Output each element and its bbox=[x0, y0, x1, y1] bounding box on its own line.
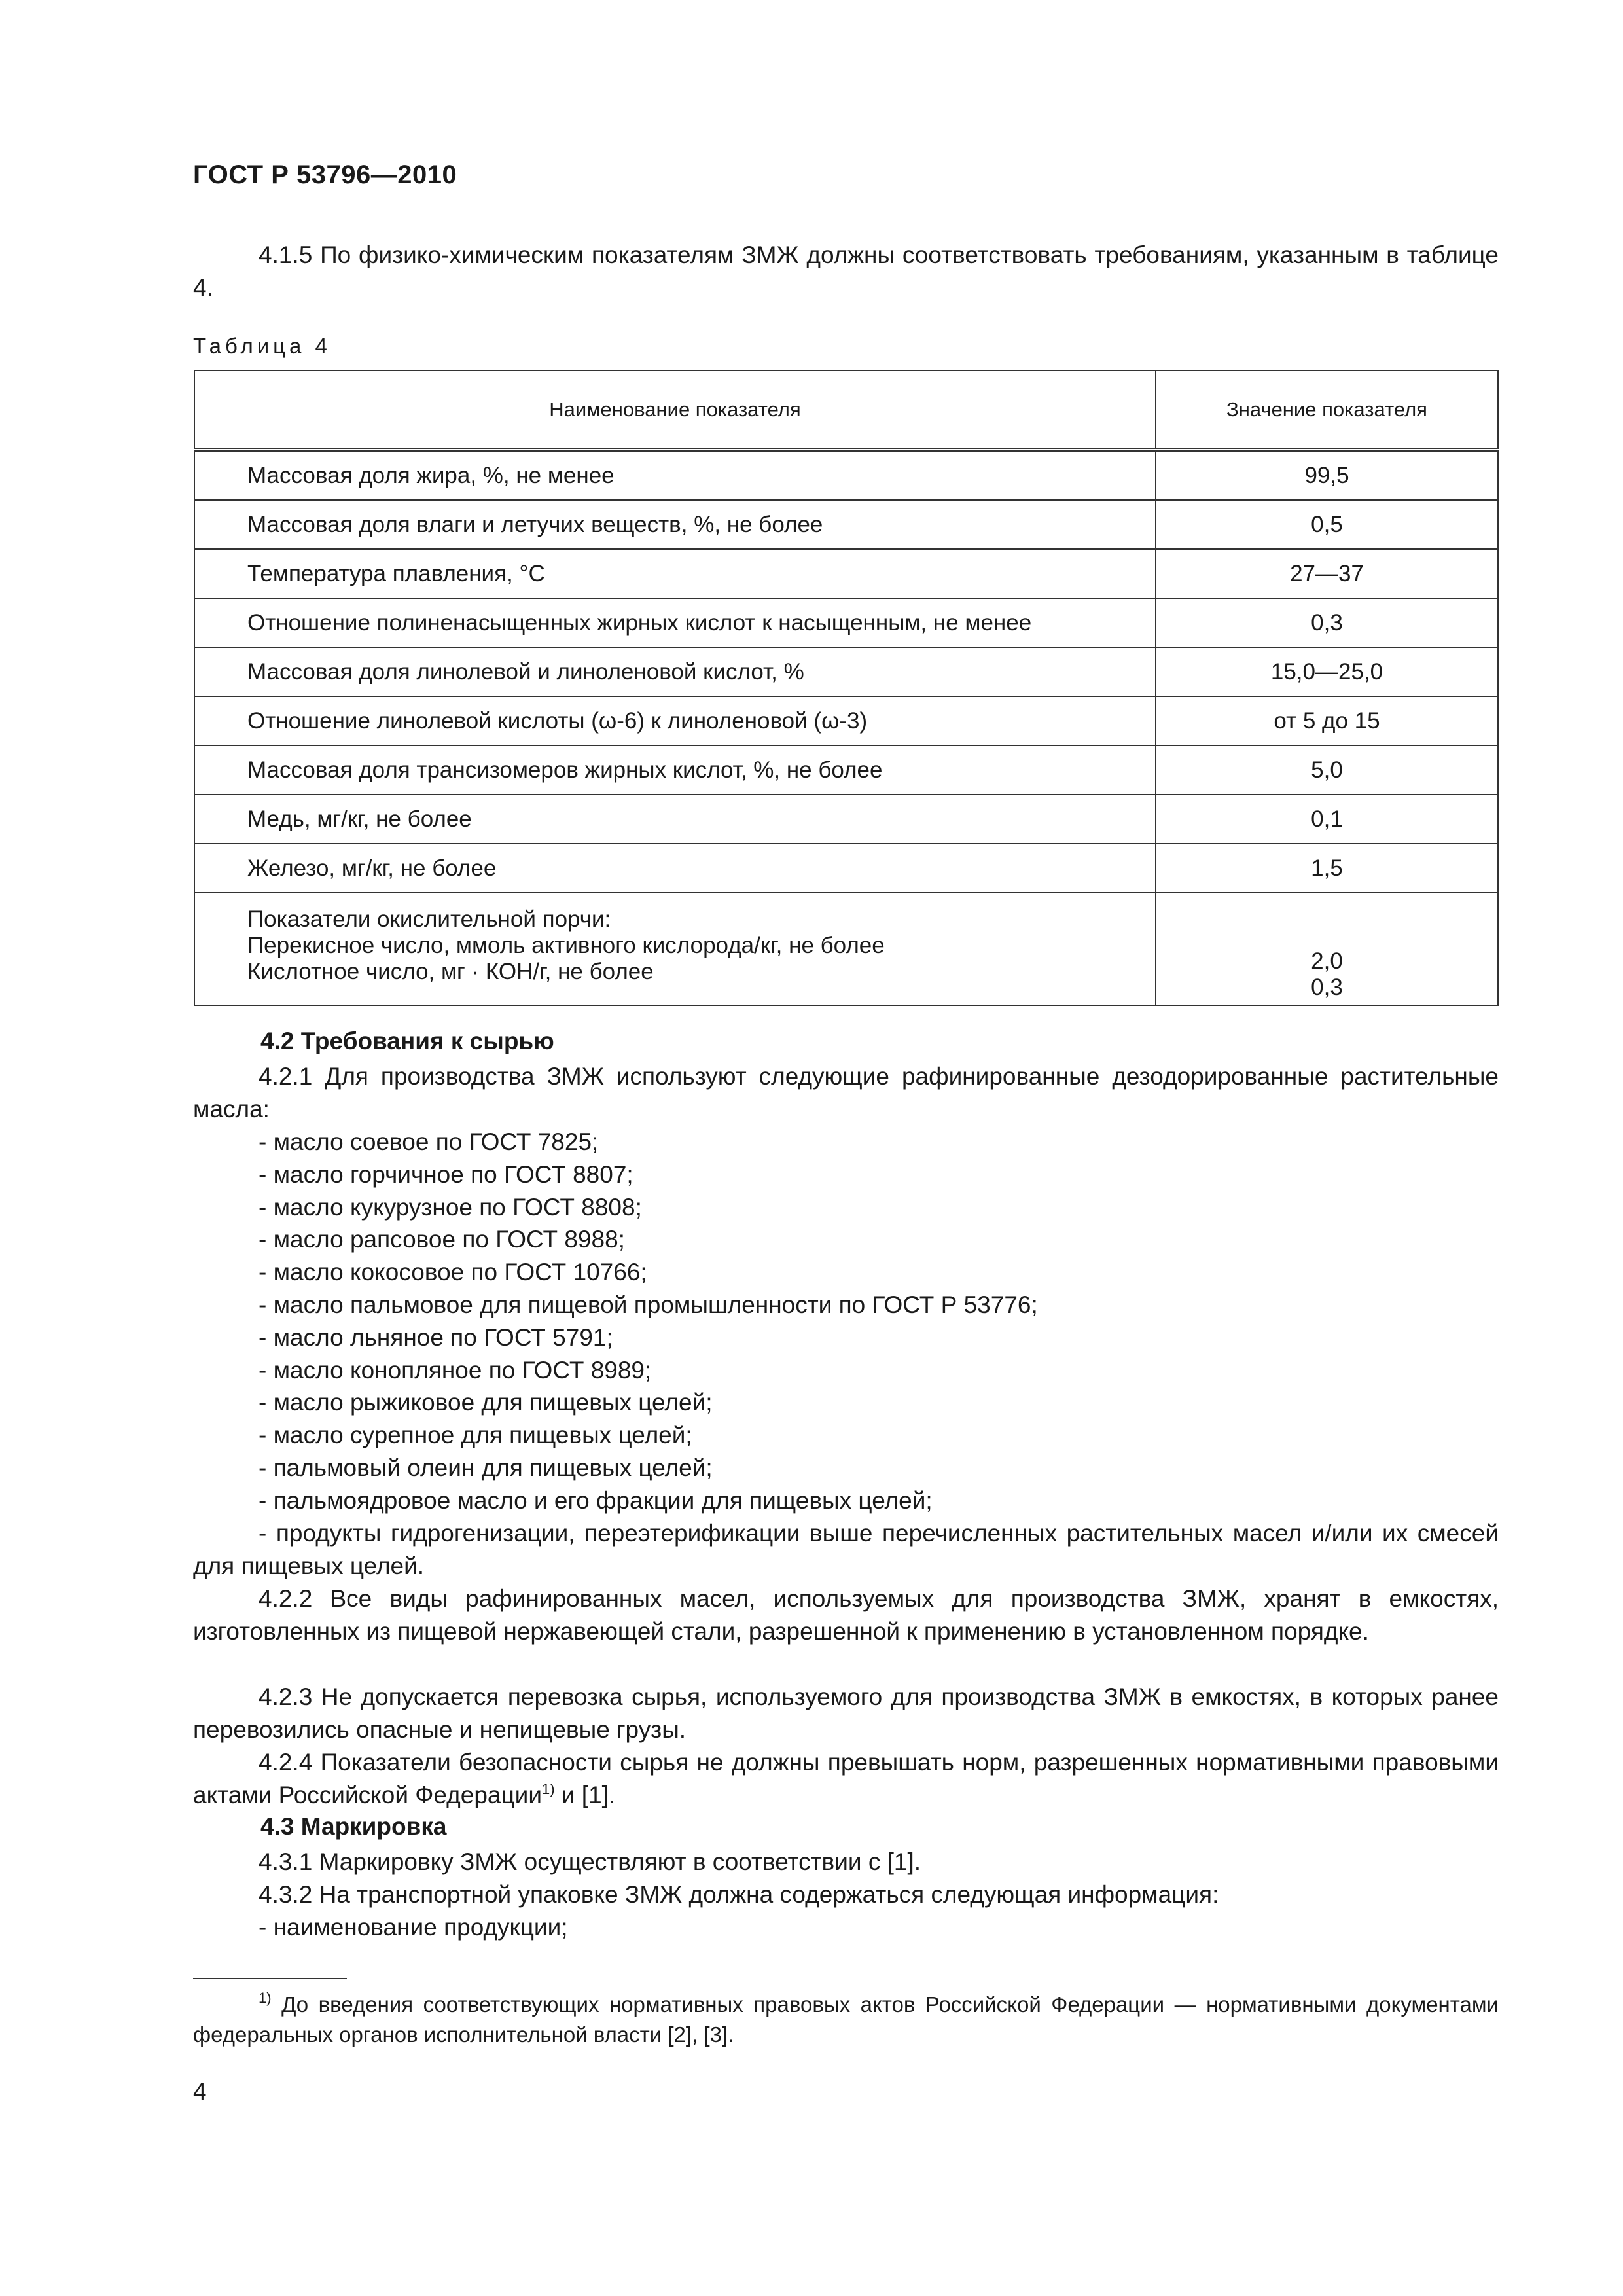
indicator-value: 0,5 bbox=[1156, 500, 1498, 549]
indicator-value: 15,0—25,0 bbox=[1156, 647, 1498, 696]
indicator-name: Температура плавления, °С bbox=[194, 549, 1156, 598]
document-id: ГОСТ Р 53796—2010 bbox=[193, 160, 457, 189]
acid-number-label: Кислотное число, мг · КОН/г, не более bbox=[247, 959, 654, 984]
list-item: - масло соевое по ГОСТ 7825; bbox=[259, 1128, 599, 1155]
section-4-2-title: 4.2 Требования к сырью bbox=[260, 1028, 554, 1054]
paragraph-4-3-2: 4.3.2 На транспортной упаковке ЗМЖ должна содержаться следующая информация: bbox=[259, 1881, 1219, 1908]
list-item: - масло рыжиковое для пищевых целей; bbox=[259, 1389, 713, 1416]
paragraph-4-1-5: 4.1.5 По физико-химическим показателям ЗМЖ должны соответствовать требованиям, указанным в таблице 4. bbox=[193, 242, 1499, 301]
table-row bbox=[194, 549, 1498, 598]
list-item: - масло пальмовое для пищевой промышленности по ГОСТ Р 53776; bbox=[259, 1291, 1038, 1318]
list-item: - масло рапсовое по ГОСТ 8988; bbox=[259, 1226, 625, 1253]
indicator-value: 0,1 bbox=[1156, 795, 1498, 844]
list-item: - масло льняное по ГОСТ 5791; bbox=[259, 1323, 613, 1351]
table-row bbox=[194, 500, 1498, 549]
paragraph-4-2-1: 4.2.1 Для производства ЗМЖ используют следующие рафинированные дезодорированные растительные масла: bbox=[193, 1063, 1499, 1122]
indicator-value: 99,5 bbox=[1156, 450, 1498, 500]
table-row bbox=[194, 598, 1498, 647]
oils-list bbox=[259, 1126, 1499, 1517]
paragraph-4-2-3: 4.2.3 Не допускается перевозка сырья, используемого для производства ЗМЖ в емкостях, в которых ранее перевозились опасные и непищевые грузы. bbox=[193, 1683, 1499, 1743]
footnote-mark: 1) bbox=[259, 1990, 272, 2006]
indicator-name: Массовая доля жира, %, не менее bbox=[194, 450, 1156, 500]
footnote bbox=[193, 1990, 1499, 2050]
table-row bbox=[194, 647, 1498, 696]
section-4-3-title: 4.3 Маркировка bbox=[260, 1813, 447, 1840]
oxidation-group-title: Показатели окислительной порчи: bbox=[247, 906, 611, 932]
paragraph-4-2-4 bbox=[193, 1746, 1499, 1812]
page-number: 4 bbox=[193, 2078, 207, 2105]
paragraph-4-2-4-tail: и [1]. bbox=[554, 1782, 616, 1808]
table-row-oxidation bbox=[194, 893, 1498, 1005]
footnote-text: До введения соответствующих нормативных правовых актов Российской Федерации — нормативными документами федеральных органов исполнительной власти [2], [3]. bbox=[193, 1992, 1499, 2047]
indicator-name: Массовая доля линолевой и линоленовой кислот, % bbox=[194, 647, 1156, 696]
indicator-value: 0,3 bbox=[1156, 598, 1498, 647]
list-item: - масло сурепное для пищевых целей; bbox=[259, 1422, 692, 1449]
indicator-value: от 5 до 15 bbox=[1156, 696, 1498, 745]
column-header-name: Наименование показателя bbox=[194, 370, 1156, 450]
indicator-value: 1,5 bbox=[1156, 844, 1498, 893]
peroxide-number-value: 2,0 bbox=[1311, 948, 1343, 974]
indicator-name: Массовая доля трансизомеров жирных кислот, %, не более bbox=[194, 745, 1156, 795]
indicator-value: 27—37 bbox=[1156, 549, 1498, 598]
footnote-divider bbox=[193, 1978, 347, 1979]
table-row bbox=[194, 450, 1498, 500]
indicator-value: 5,0 bbox=[1156, 745, 1498, 795]
indicator-name: Железо, мг/кг, не более bbox=[194, 844, 1156, 893]
indicator-value-group bbox=[1156, 893, 1498, 1005]
list-item: - пальмовый олеин для пищевых целей; bbox=[259, 1454, 713, 1481]
list-item: - наименование продукции; bbox=[259, 1914, 568, 1941]
list-item: - масло конопляное по ГОСТ 8989; bbox=[259, 1356, 652, 1384]
table-row bbox=[194, 745, 1498, 795]
list-item: - пальмоядровое масло и его фракции для пищевых целей; bbox=[259, 1486, 933, 1514]
list-item-last: - продукты гидрогенизации, переэтерификации выше перечисленных растительных масел и/или их смесей для пищевых целей. bbox=[193, 1520, 1499, 1579]
table-row bbox=[194, 844, 1498, 893]
table-caption: Таблица 4 bbox=[193, 334, 331, 358]
indicator-name-group bbox=[194, 893, 1156, 1005]
peroxide-number-label: Перекисное число, ммоль активного кислорода/кг, не более bbox=[247, 933, 885, 958]
acid-number-value: 0,3 bbox=[1311, 975, 1343, 1000]
table-header-row bbox=[194, 370, 1498, 450]
table-row bbox=[194, 795, 1498, 844]
paragraph-4-2-2: 4.2.2 Все виды рафинированных масел, используемых для производства ЗМЖ, хранят в емкостях, изготовленных из пищевой нержавеющей стали, разрешенной к применению в установленном порядке. bbox=[193, 1585, 1499, 1645]
list-item: - масло кокосовое по ГОСТ 10766; bbox=[259, 1259, 647, 1286]
list-item: - масло горчичное по ГОСТ 8807; bbox=[259, 1160, 633, 1188]
indicator-name: Массовая доля влаги и летучих веществ, %, не более bbox=[194, 500, 1156, 549]
indicator-name: Отношение линолевой кислоты (ω-6) к линоленовой (ω-3) bbox=[194, 696, 1156, 745]
paragraph-4-3-1: 4.3.1 Маркировку ЗМЖ осуществляют в соответствии с [1]. bbox=[259, 1848, 921, 1875]
indicator-name: Медь, мг/кг, не более bbox=[194, 795, 1156, 844]
indicator-name: Отношение полиненасыщенных жирных кислот к насыщенным, не менее bbox=[194, 598, 1156, 647]
column-header-value: Значение показателя bbox=[1156, 370, 1498, 450]
footnote-reference: 1) bbox=[542, 1781, 555, 1797]
list-item: - масло кукурузное по ГОСТ 8808; bbox=[259, 1193, 642, 1221]
table-row bbox=[194, 696, 1498, 745]
indicators-table bbox=[194, 370, 1499, 1006]
paragraph-4-2-4-text: 4.2.4 Показатели безопасности сырья не должны превышать норм, разрешенных нормативными правовыми актами Российской Федерации bbox=[193, 1749, 1499, 1808]
